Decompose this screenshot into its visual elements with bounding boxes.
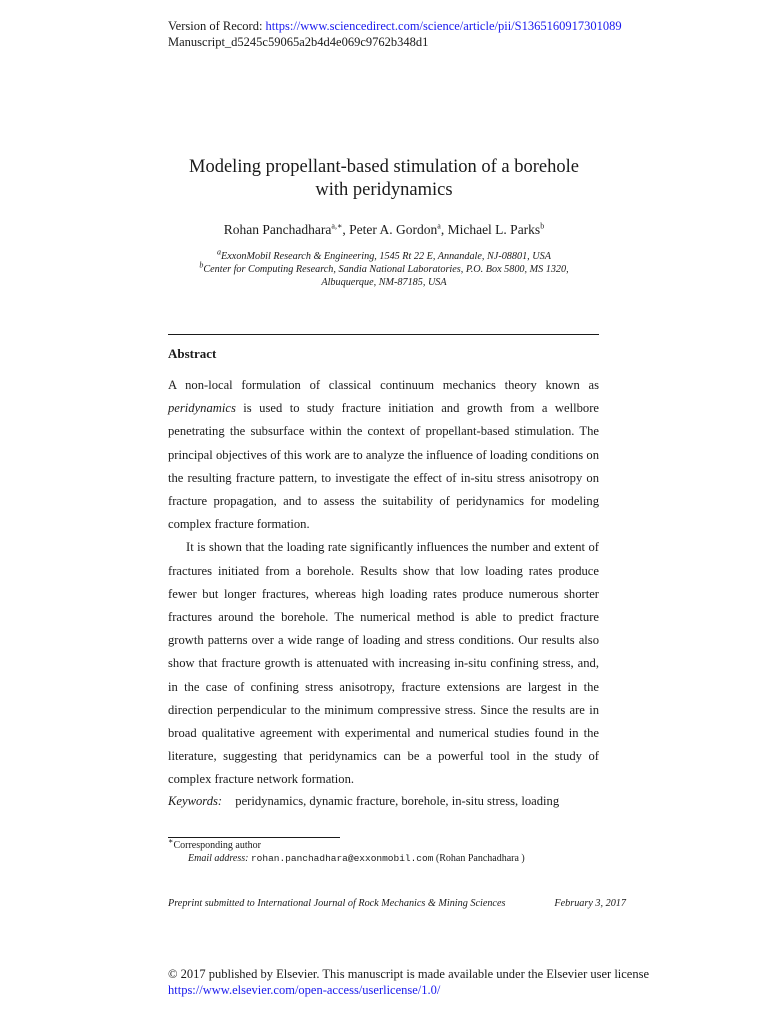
affiliation-text: ExxonMobil Research & Engineering, 1545 Rt 22 E, Annandale, NJ-08801, USA: [221, 251, 551, 262]
abstract-heading: Abstract: [168, 346, 217, 361]
version-of-record-header: [168, 18, 622, 50]
author-affiliation-mark: b: [540, 221, 545, 231]
affiliation-b: [150, 260, 618, 276]
license-notice: [168, 966, 649, 998]
abstract-paragraph-2: It is shown that the loading rate significantly influences the number and extent of fractures initiated from a borehole. Results show that low loading rates produce fewer but longer fractures, whereas high loading rates produce numerous shorter fractures around the borehole. The numerical method is able to predict fracture growth patterns over a wide range of loading and stress conditions. Our results also show that fracture growth is attenuated with increasing in-situ confining stress, and, in the case of confining stress anisotropy, fracture extensions are largest in the direction perpendicular to the minimum compressive stress. Since the results are in broad qualitative agreement with experimental and numerical studies found in the literature, suggesting that peridynamics can be a powerful tool in the study of complex fracture network formation.: [168, 540, 599, 787]
author-affiliation-mark: a,∗: [331, 221, 343, 231]
affiliation-mark: b: [199, 260, 204, 270]
preprint-journal: Preprint submitted to International Journal of Rock Mechanics & Mining Sciences: [168, 898, 506, 909]
affiliation-text: Center for Computing Research, Sandia National Laboratories, P.O. Box 5800, MS 1320,: [203, 264, 569, 275]
license-link[interactable]: https://www.elsevier.com/open-access/userlicense/1.0/: [168, 983, 441, 997]
affiliation-a: [150, 247, 618, 263]
footnote-mark: ∗: [168, 836, 174, 846]
abstract-italic-term: peridynamics: [168, 401, 236, 416]
email-line: [168, 853, 525, 866]
affiliations: [150, 247, 618, 289]
author-separator: ,: [440, 222, 448, 237]
footnote: [168, 836, 525, 865]
version-label: Version of Record:: [168, 19, 263, 33]
keywords: [168, 794, 559, 809]
keywords-label: Keywords:: [168, 794, 223, 808]
email-label: Email address:: [188, 852, 249, 864]
author-name: Michael L. Parks: [447, 222, 541, 237]
author-name: Peter A. Gordon: [349, 222, 438, 237]
abstract-text: A non-local formulation of classical continuum mechanics theory known as: [168, 378, 599, 392]
author-separator: ,: [342, 222, 350, 237]
email-owner: (Rohan Panchadhara ): [435, 852, 525, 864]
affiliation-b-line-2: Albuquerque, NM-87185, USA: [321, 277, 447, 288]
corresponding-author-text: Corresponding author: [173, 840, 261, 851]
affiliation-mark: a: [217, 247, 222, 257]
footnote-rule: [168, 837, 340, 838]
version-of-record-line: [168, 18, 622, 34]
author-list: [150, 222, 618, 238]
paper-title: [150, 156, 618, 202]
corresponding-author-note: [168, 836, 525, 853]
preprint-date: February 3, 2017: [554, 898, 626, 909]
abstract-paragraph-1: [168, 374, 599, 536]
manuscript-id: Manuscript_d5245c59065a2b4d4e069c9762b348d1: [168, 35, 429, 49]
abstract-text: is used to study fracture initiation and growth from a wellbore penetrating the subsurface within the context of propellant-based stimulation. The principal objectives of this work are to analyze the influence of loading conditions on the resulting fracture pattern, to investigate the effect of in-situ stress anisotropy on fracture propagation, and to assess the suitability of peridynamics for modeling complex fracture formation.: [168, 401, 599, 532]
abstract-body: [168, 374, 599, 792]
author-name: Rohan Panchadhara: [223, 222, 332, 237]
keywords-text: peridynamics, dynamic fracture, borehole, in-situ stress, loading: [235, 794, 560, 808]
email-address[interactable]: rohan.panchadhara@exxonmobil.com: [250, 852, 434, 864]
version-of-record-link[interactable]: https://www.sciencedirect.com/science/article/pii/S1365160917301089: [265, 19, 622, 33]
preprint-note: [168, 898, 626, 909]
license-text: © 2017 published by Elsevier. This manuscript is made available under the Elsevier user license: [168, 967, 650, 981]
abstract-top-rule: [168, 334, 599, 335]
title-line-1: Modeling propellant-based stimulation of a borehole: [189, 157, 579, 177]
author-affiliation-mark: a: [437, 221, 441, 231]
title-line-2: with peridynamics: [315, 180, 453, 200]
